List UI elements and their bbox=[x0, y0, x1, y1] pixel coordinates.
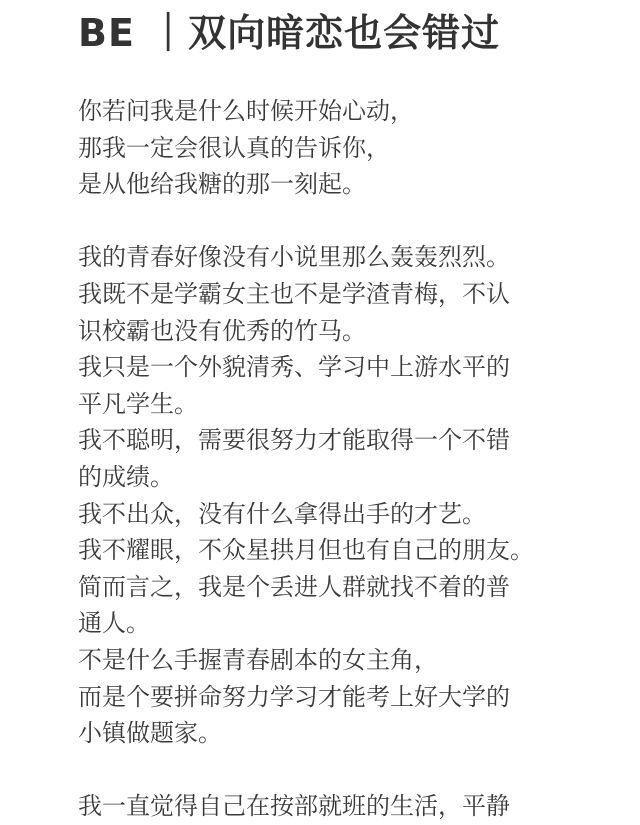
text-line: 我不聪明，需要很努力才能取得一个不错 bbox=[78, 426, 510, 455]
paragraph bbox=[78, 788, 618, 825]
paragraph-gap bbox=[78, 203, 618, 240]
text-line: 通人。 bbox=[78, 609, 150, 638]
text-line: 那我一定会很认真的告诉你， bbox=[78, 133, 390, 162]
text-line: 的成绩。 bbox=[78, 462, 174, 491]
text-line: 你若问我是什么时候开始心动， bbox=[78, 97, 414, 125]
text-line: 我一直觉得自己在按部就班的生活，平静 bbox=[78, 792, 510, 821]
text-line: 是从他给我糖的那一刻起。 bbox=[78, 170, 366, 199]
paragraph bbox=[78, 239, 618, 751]
text-line: 小镇做题家。 bbox=[78, 719, 222, 748]
text-line: 我既不是学霸女主也不是学渣青梅，不认 bbox=[78, 279, 510, 308]
article-body bbox=[78, 93, 618, 825]
paragraph-gap bbox=[78, 752, 618, 789]
text-line: 而是个要拼命努力学习才能考上好大学的 bbox=[78, 682, 510, 711]
text-line: 不是什么手握青春剧本的女主角， bbox=[78, 645, 438, 674]
article-title: BE ｜双向暗恋也会错过 bbox=[78, 11, 501, 55]
text-line: 我只是一个外貌清秀、学习中上游水平的 bbox=[78, 353, 510, 382]
text-line: 我不耀眼，不众星拱月但也有自己的朋友。 bbox=[78, 536, 534, 565]
text-line: 平凡学生。 bbox=[78, 389, 198, 418]
paragraph bbox=[78, 93, 618, 203]
text-line: 简而言之，我是个丢进人群就找不着的普 bbox=[78, 572, 510, 601]
text-line: 我的青春好像没有小说里那么轰轰烈烈。 bbox=[78, 243, 510, 272]
text-line: 我不出众，没有什么拿得出手的才艺。 bbox=[78, 499, 486, 528]
text-line: 识校霸也没有优秀的竹马。 bbox=[78, 316, 366, 345]
